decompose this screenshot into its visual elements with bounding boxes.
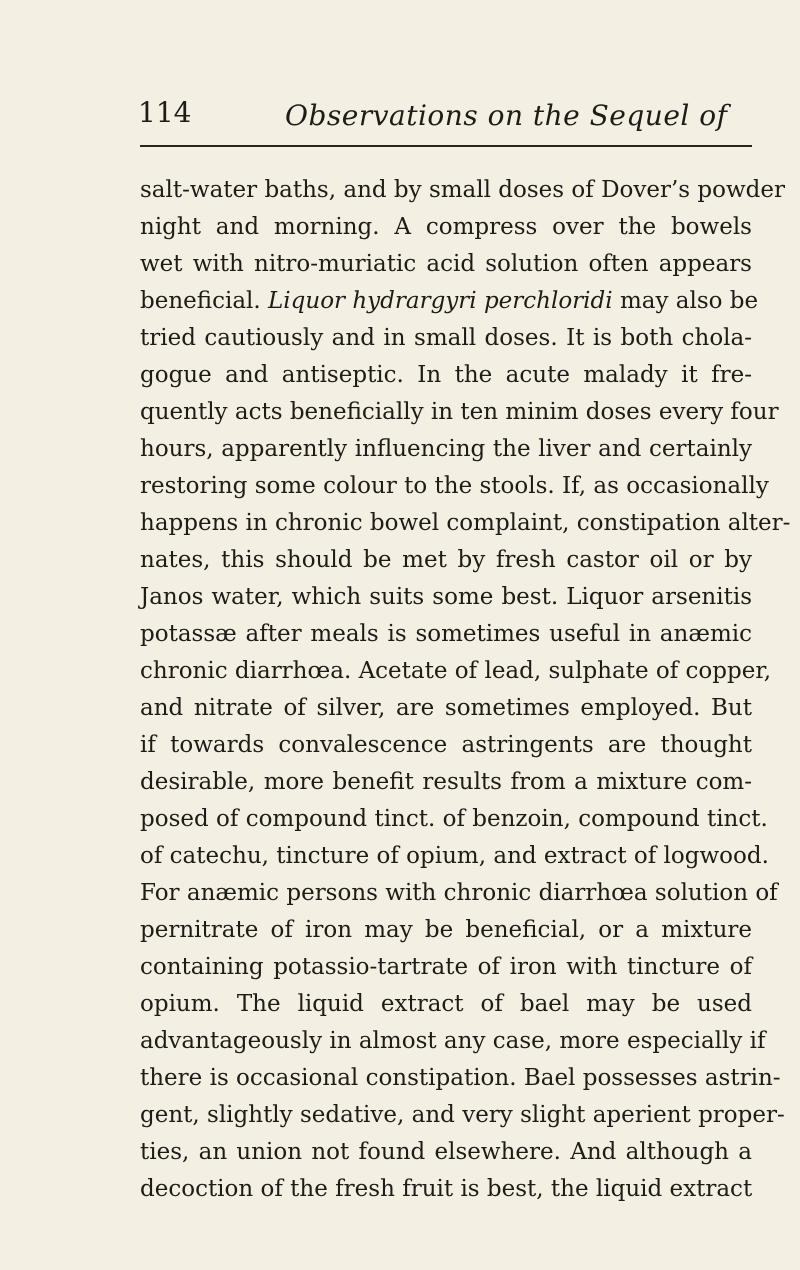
- text-line: advantageously in almost any case, more especially if: [140, 1028, 766, 1054]
- text-line: [140, 283, 759, 320]
- text-line: if towards convalescence astringents are thought: [140, 732, 752, 758]
- text-line: decoction of the fresh fruit is best, the liquid extract: [140, 1176, 753, 1202]
- body-text: [140, 172, 791, 1212]
- page-number: 114: [138, 96, 192, 129]
- text-line: hours, apparently influencing the liver and certainly: [140, 436, 752, 462]
- text-line: quently acts beneficially in ten minim doses every four: [140, 399, 779, 425]
- running-head: Observations on the Sequel of: [285, 99, 728, 132]
- text-segment: beneficial.: [140, 288, 261, 314]
- text-line: gent, slightly sedative, and very slight aperient proper-: [140, 1102, 785, 1128]
- text-line: tried cautiously and in small doses. It is both chola-: [140, 325, 752, 351]
- text-line: of catechu, tincture of opium, and extract of logwood.: [140, 843, 769, 869]
- text-line: containing potassio-tartrate of iron with tincture of: [140, 954, 752, 980]
- text-line: there is occasional constipation. Bael possesses astrin-: [140, 1065, 781, 1091]
- italic-drug-name: Liquor hydrargyri perchloridi: [268, 288, 613, 314]
- text-line: pernitrate of iron may be beneficial, or a mixture: [140, 917, 752, 943]
- text-line: restoring some colour to the stools. If, as occasionally: [140, 473, 769, 499]
- text-line: night and morning. A compress over the bowels: [140, 214, 752, 240]
- text-line: opium. The liquid extract of bael may be used: [140, 991, 752, 1017]
- text-line: For anæmic persons with chronic diarrhœa solution of: [140, 880, 778, 906]
- text-line: nates, this should be met by fresh castor oil or by: [140, 547, 752, 573]
- text-line: posed of compound tinct. of benzoin, compound tinct.: [140, 806, 768, 832]
- header-rule: [140, 145, 752, 147]
- text-segment: may also be: [619, 288, 759, 314]
- text-line: potassæ after meals is sometimes useful in anæmic: [140, 621, 752, 647]
- text-line: ties, an union not found elsewhere. And although a: [140, 1139, 752, 1165]
- text-line: Janos water, which suits some best. Liquor arsenitis: [140, 584, 752, 610]
- text-line: happens in chronic bowel complaint, constipation alter-: [140, 510, 791, 536]
- text-line: gogue and antiseptic. In the acute malady it fre-: [140, 362, 752, 388]
- text-line: chronic diarrhœa. Acetate of lead, sulphate of copper,: [140, 658, 772, 684]
- text-line: salt-water baths, and by small doses of Dover’s powder: [140, 177, 785, 203]
- text-line: desirable, more benefit results from a mixture com-: [140, 769, 752, 795]
- text-line: wet with nitro-muriatic acid solution often appears: [140, 251, 752, 277]
- text-line: and nitrate of silver, are sometimes employed. But: [140, 695, 752, 721]
